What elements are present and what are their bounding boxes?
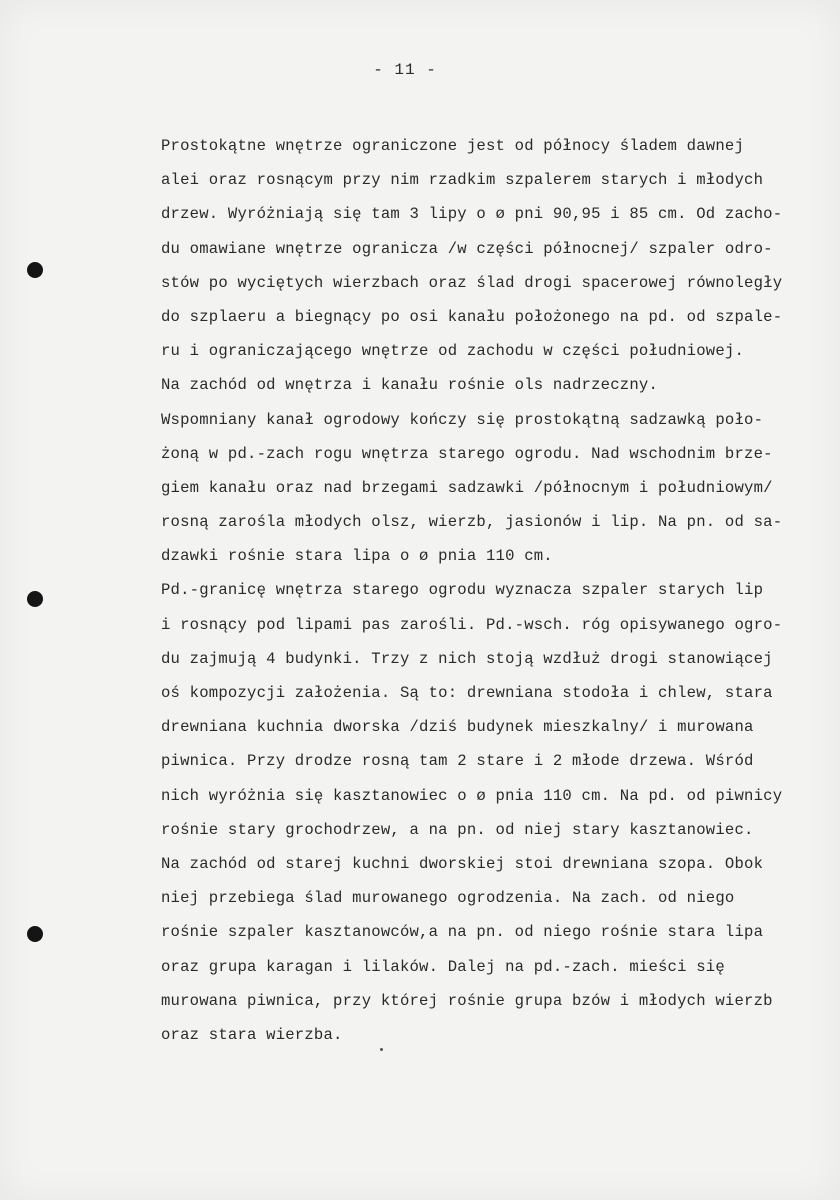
text-line: dzawki rośnie stara lipa o ø pnia 110 cm. [161, 547, 553, 566]
text-line: ru i ograniczającego wnętrze od zachodu w części południowej. [161, 342, 745, 361]
text-line: stów po wyciętych wierzbach oraz ślad drogi spacerowej równoległy [161, 273, 783, 292]
text-line: giem kanału oraz nad brzegami sadzawki /północnym i południowym/ [161, 478, 773, 497]
text-line: du omawiane wnętrze ogranicza /w części północnej/ szpaler odro- [161, 239, 773, 258]
text-line: niej przebiega ślad murowanego ogrodzenia. Na zach. od niego [161, 889, 735, 908]
text-line: piwnica. Przy drodze rosną tam 2 stare i 2 młode drzewa. Wśród [161, 752, 754, 771]
text-line: rosną zarośla młodych olsz, wierzb, jasionów i lip. Na pn. od sa- [161, 513, 783, 532]
text-line: alei oraz rosnącym przy nim rzadkim szpalerem starych i młodych [161, 171, 764, 190]
text-line: Prostokątne wnętrze ograniczone jest od północy śladem dawnej [161, 137, 745, 155]
text-line: drzew. Wyróżniają się tam 3 lipy o ø pni 90,95 i 85 cm. Od zacho- [161, 205, 783, 224]
text-line: nich wyróżnia się kasztanowiec o ø pnia 110 cm. Na pd. od piwnicy [161, 786, 783, 805]
text-line: żoną w pd.-zach rogu wnętrza starego ogrodu. Nad wschodnim brze- [161, 444, 773, 463]
text-line: Pd.-granicę wnętrza starego ogrodu wyznacza szpaler starych lip [161, 581, 764, 600]
text-line: Na zachód od wnętrza i kanału rośnie ols nadrzeczny. [161, 376, 659, 395]
text-line: Wspomniany kanał ogrodowy kończy się prostokątną sadzawką poło- [161, 410, 764, 429]
text-line: du zajmują 4 budynki. Trzy z nich stoją wzdłuż drogi stanowiącej [161, 649, 773, 668]
text-line: do szplaeru a biegnący po osi kanału położonego na pd. od szpale- [161, 307, 783, 326]
punch-hole-middle [27, 591, 43, 607]
text-line: rośnie szpaler kasztanowców,a na pn. od niego rośnie stara lipa [161, 923, 764, 942]
text-line: oraz stara wierzba. [161, 1025, 343, 1044]
body-text [161, 129, 831, 1052]
text-line: Na zachód od starej kuchni dworskiej stoi drewniana szopa. Obok [161, 854, 764, 873]
text-line: rośnie stary grochodrzew, a na pn. od niej stary kasztanowiec. [161, 820, 754, 839]
punch-hole-bottom [27, 926, 43, 942]
text-line: i rosnący pod lipami pas zarośli. Pd.-wsch. róg opisywanego ogro- [161, 615, 783, 634]
page-number: - 11 - [373, 61, 437, 79]
text-line: oś kompozycji założenia. Są to: drewniana stodoła i chlew, stara [161, 684, 773, 702]
punch-hole-top [27, 262, 43, 278]
text-line: murowana piwnica, przy której rośnie grupa bzów i młodych wierzb [161, 991, 773, 1010]
text-line: drewniana kuchnia dworska /dziś budynek mieszkalny/ i murowana [161, 718, 754, 737]
ink-speck [380, 1048, 383, 1051]
text-line: oraz grupa karagan i lilaków. Dalej na pd.-zach. mieści się [161, 957, 725, 976]
